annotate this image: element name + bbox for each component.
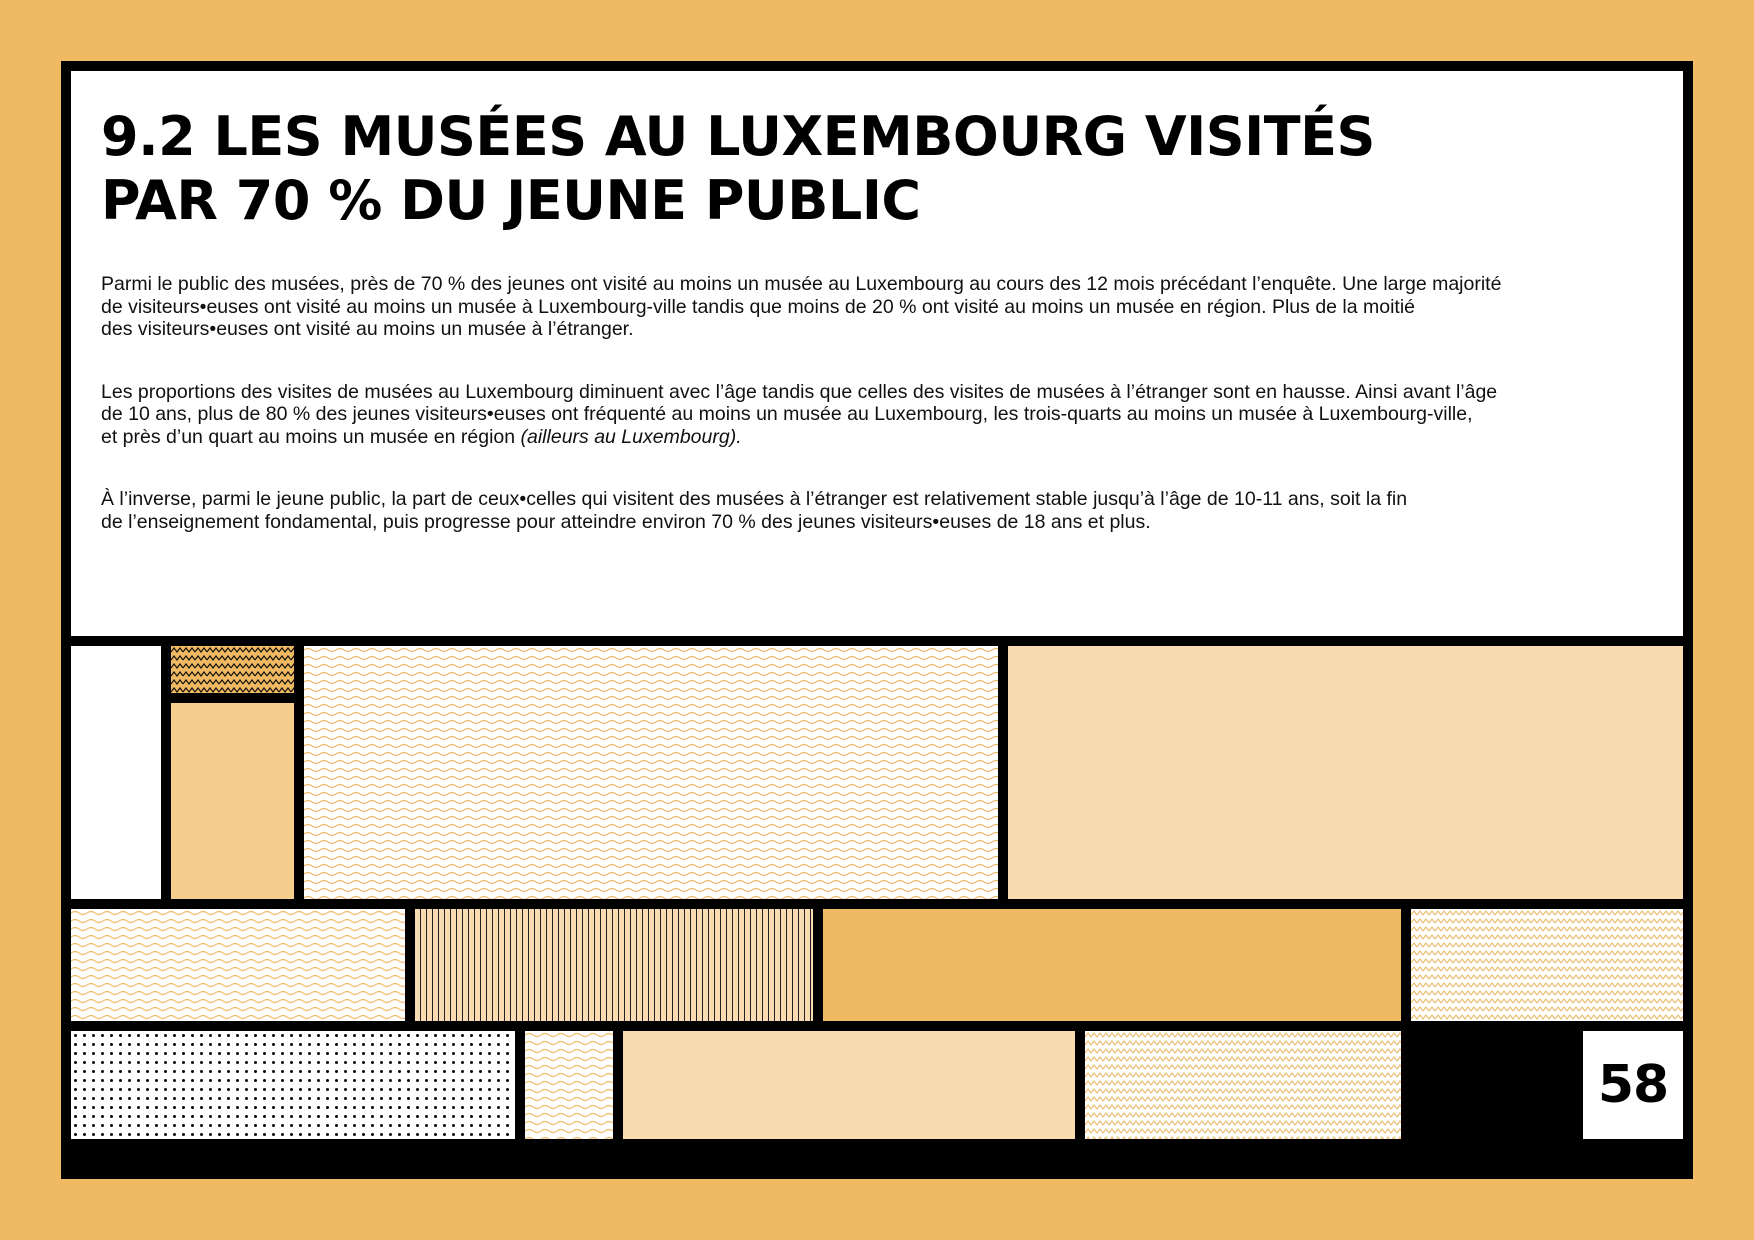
deco-block [623,1031,1075,1139]
deco-block [415,909,813,1021]
title-line-2: PAR 70 % DU JEUNE PUBLIC [101,169,921,232]
paragraph-2-line: Les proportions des visites de musées au Luxembourg diminuent avec l’âge tandis que celles des visites de musées à l’étranger sont en hausse. Ainsi avant l’âge [101,380,1498,403]
title-line-1: 9.2 LES MUSÉES AU LUXEMBOURG VISITÉS [101,105,1375,168]
paragraph-1-line: Parmi le public des musées, près de 70 % des jeunes ont visité au moins un musée au Luxembourg au cours des 12 mois précédant l’enquête. Une large majorité [101,273,1502,295]
deco-block [171,703,294,899]
page-title [101,105,1653,233]
deco-block [71,1031,515,1139]
paragraph-1-line: de visiteurs•euses ont visité au moins un musée à Luxembourg-ville tandis que moins de 20 % ont visité au moins un musée en région. Plus de la moitié [101,295,1416,318]
deco-block [304,646,998,899]
paragraph-2 [101,381,1661,449]
page-number-area [1411,1031,1683,1139]
paragraph-2-text: et près d’un quart au moins un musée en région [101,425,521,448]
deco-block [823,909,1401,1021]
deco-block [1411,909,1683,1021]
page-number: 58 [1597,1055,1669,1115]
paragraph-2-line: de 10 ans, plus de 80 % des jeunes visiteurs•euses ont fréquenté au moins un musée au Luxembourg, les trois-quarts au moins un musée à Luxembourg-ville, [101,403,1473,425]
paragraph-2-italic: (ailleurs au Luxembourg). [520,425,742,448]
paragraph-1 [101,273,1661,341]
deco-block [171,646,294,693]
paragraph-1-line: des visiteurs•euses ont visité au moins un musée à l’étranger. [101,318,634,340]
page-frame [61,61,1693,1179]
paragraph-3-line: À l’inverse, parmi le jeune public, la part de ceux•celles qui visitent des musées à l’étranger est relativement stable jusqu’à l’âge de 10-11 ans, soit la fin [101,488,1408,510]
paragraph-3 [101,488,1661,533]
page-number-box [1583,1031,1683,1139]
text-panel [71,71,1683,636]
paragraph-3-line: de l’enseignement fondamental, puis progresse pour atteindre environ 70 % des jeunes visiteurs•euses de 18 ans et plus. [101,510,1151,533]
deco-block [525,1031,613,1139]
deco-block [71,646,161,899]
deco-block [71,909,405,1021]
deco-block [1085,1031,1401,1139]
deco-block [1008,646,1683,899]
paragraph-2-line [101,426,1661,449]
